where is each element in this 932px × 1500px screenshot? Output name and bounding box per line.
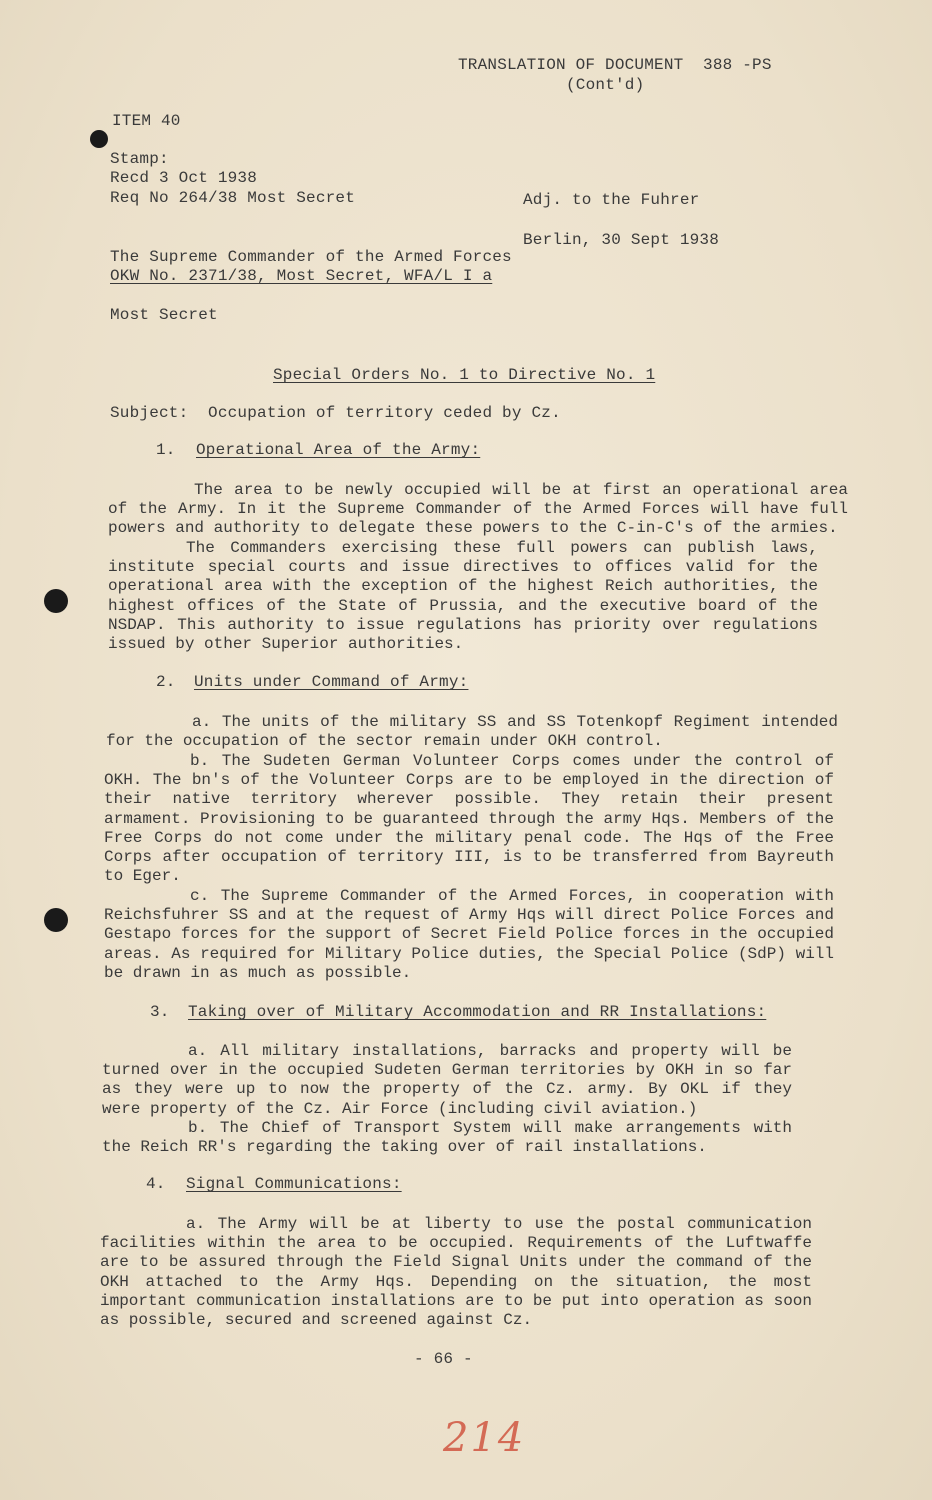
- reference-line: OKW No. 2371/38, Most Secret, WFA/L I a: [110, 267, 493, 285]
- classification: Most Secret: [110, 306, 218, 324]
- section-4-heading: Signal Communications:: [186, 1175, 402, 1193]
- stamp-label: Stamp:: [110, 150, 169, 168]
- section-1-heading: Operational Area of the Army:: [196, 441, 481, 459]
- continued-label: (Cont'd): [566, 76, 645, 94]
- punch-hole: [44, 908, 68, 932]
- section-1-para-1: The area to be newly occupied will be at first an operational area of the Army. In it the Supreme Commander of the Armed Forces will have full powers and authority to delegate these powers to the C-in-C's of the armies.: [108, 481, 848, 538]
- section-2-para-a: a. The units of the military SS and SS Totenkopf Regiment intended for the occupation of the sector remain under OKH control.: [106, 713, 838, 751]
- section-2-para-c: c. The Supreme Commander of the Armed Forces, in cooperation with Reichsfuhrer SS and at the request of Army Hqs will direct Police Forces and Gestapo forces for the support of Secret Field Police forces in the occupied areas. As required for Military Police duties, the Special Police (SdP) will be drawn in as much as possible.: [104, 887, 834, 982]
- translation-heading: TRANSLATION OF DOCUMENT 388 -PS: [458, 56, 772, 74]
- punch-hole: [44, 589, 68, 613]
- item-number: ITEM 40: [112, 112, 181, 130]
- section-3-number: 3.: [150, 1003, 170, 1021]
- section-3-para-b: b. The Chief of Transport System will make arrangements with the Reich RR's regarding the taking over of rail installations.: [102, 1119, 792, 1157]
- section-3-para-a: a. All military installations, barracks and property will be turned over in the occupied Sudeten German territories by OKH in so far as they were up to now the property of the Cz. army. By OKL if they were property of the Cz. Air Force (including civil aviation.): [102, 1042, 792, 1118]
- section-4-para-a: a. The Army will be at liberty to use the postal communication facilities within the area to be occupied. Requirements of the Luftwaffe are to be assured through the Field Signal Units under the command of the OKH attached to the Army Hqs. Depending on the situation, the most important communication installations are to be put into operation as soon as possible, secured and screened against Cz.: [100, 1215, 812, 1330]
- stamp-request-number: Req No 264/38 Most Secret: [110, 189, 356, 207]
- section-4-number: 4.: [146, 1175, 166, 1193]
- stamp-received-date: Recd 3 Oct 1938: [110, 169, 258, 187]
- sender-line: The Supreme Commander of the Armed Forces: [110, 248, 512, 266]
- subject-line: Subject: Occupation of territory ceded by Cz.: [110, 404, 561, 422]
- section-1-number: 1.: [156, 441, 176, 459]
- punch-hole-mark: [90, 130, 108, 148]
- section-3-heading: Taking over of Military Accommodation and RR Installations:: [188, 1003, 767, 1021]
- handwritten-page-number: 214: [443, 1415, 526, 1461]
- page-number: - 66 -: [414, 1350, 473, 1368]
- document-title: Special Orders No. 1 to Directive No. 1: [273, 366, 656, 384]
- section-2-para-b: b. The Sudeten German Volunteer Corps comes under the control of OKH. The bn's of the Volunteer Corps are to be employed in the direction of their native territory wherever possible. They retain their present armament. Provisioning to be guaranteed through the army Hqs. Members of the Free Corps do not come under the military penal code. The Hqs of the Free Corps after occupation of territory III, is to be transferred from Bayreuth to Eger.: [104, 752, 834, 886]
- section-1-para-2: The Commanders exercising these full powers can publish laws, institute special courts and issue directives to offices valid for the operational area with the exception of the highest Reich authorities, the highest offices of the State of Prussia, and the executive board of the NSDAP. This authority to issue regulations has priority over regulations issued by other Superior authorities.: [108, 539, 818, 654]
- place-date: Berlin, 30 Sept 1938: [523, 231, 720, 249]
- adjutant-line: Adj. to the Fuhrer: [523, 191, 700, 209]
- section-2-heading: Units under Command of Army:: [194, 673, 469, 691]
- section-2-number: 2.: [156, 673, 176, 691]
